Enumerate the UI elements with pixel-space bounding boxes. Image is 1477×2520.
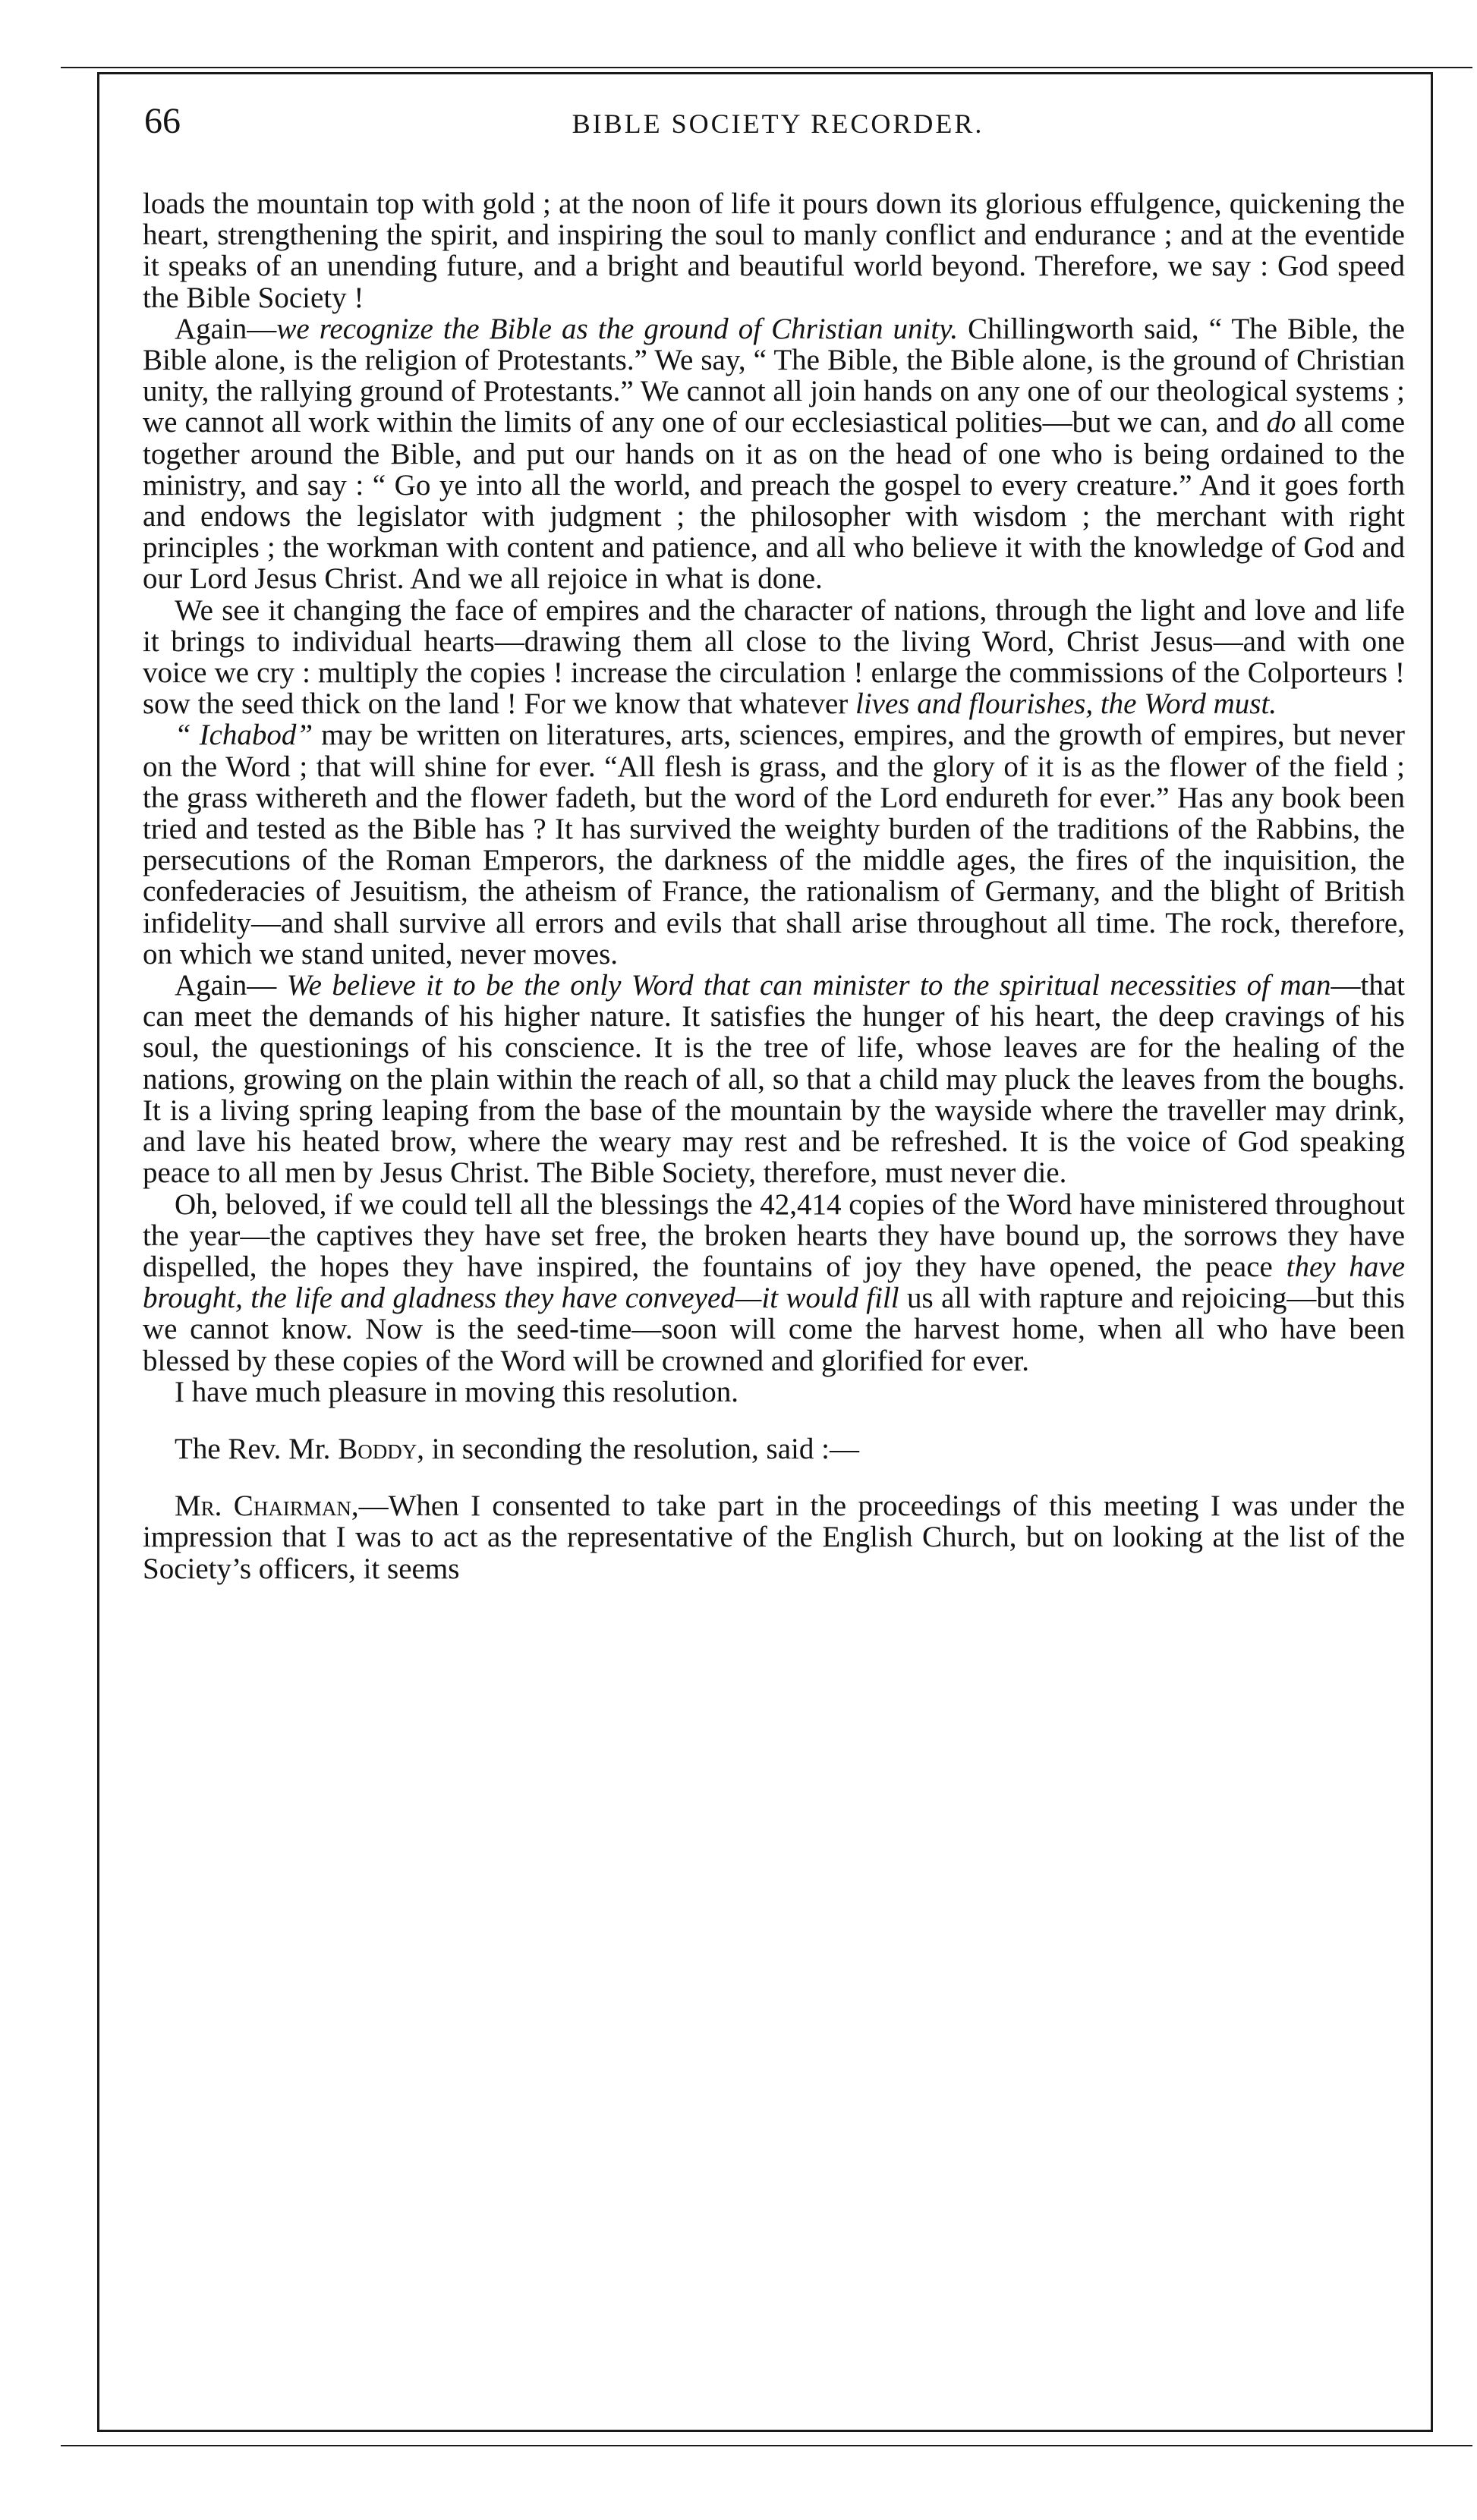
paragraph-4: “ Ichabod” may be written on literatures, arts, sciences, empires, and the growth of empires, but never on the Word ; that will shine for ever. “All flesh is grass, and the glory of it is as the flower of the field ; the grass withereth and the flower fadeth, but the word of the Lord endureth for ever.” Has any book been tried and tested as the Bible has ? It has survived the weighty burden of the traditions of the Rabbins, the persecutions of the Roman Emperors, the darkness of the middle ages, the fires of the inquisition, the confederacies of Jesuitism, the atheism of France, the rationalism of Germany, and the blight of British infidelity—and shall survive all errors and evils that shall arise throughout all time. The rock, therefore, on which we stand united, never moves. <box>143 719 1406 971</box>
running-title: BIBLE SOCIETY RECORDER. <box>572 109 984 139</box>
paragraph-5: Again— We believe it to be the only Word that can minister to the spiritual necessities of man—that can meet the demands of his higher nature. It satisfies the hunger of his heart, the deep cravings of his soul, the questionings of his conscience. It is the tree of life, whose leaves are for the healing of the nations, growing on the plain within the reach of all, so that a child may pluck the leaves from the boughs. It is a living spring leaping from the base of the mountain by the wayside where the traveller may drink, and lave his heated brow, where the weary may rest and be refreshed. It is the voice of God speaking peace to all men by Jesus Christ. The Bible Society, therefore, must never die. <box>143 969 1405 1190</box>
paragraph-1: loads the mountain top with gold ; at the noon of life it pours down its glorious effulgence, quickening the heart, strengthening the spirit, and inspiring the soul to manly conflict and endurance ; and at the eventide it speaks of an unending future, and a bright and beautiful world beyond. Therefore, we say : God speed the Bible Society ! <box>143 187 1405 314</box>
paragraph-2: Again—we recognize the Bible as the ground of Christian unity. Chillingworth said, “ The Bible, the Bible alone, is the religion of Protestants.” We say, “ The Bible, the Bible alone, is the ground of Christian unity, the rallying ground of Protestants.” We cannot all join hands on any one of our theological systems ; we cannot all work within the limits of any one of our ecclesiastical polities—but we can, and do all come together around the Bible, and put our hands on it as on the head of one who is being ordained to the ministry, and say : “ Go ye into all the world, and preach the gospel to every creature.” And it goes forth and endows the legislator with judgment ; the philosopher with wisdom ; the merchant with right principles ; the workman with content and patience, and all who believe it with the knowledge of God and our Lord Jesus Christ. And we all rejoice in what is done. <box>143 312 1406 596</box>
paragraph-3: We see it changing the face of empires and the character of nations, through the light and love and life it brings to individual hearts—drawing them all close to the living Word, Christ Jesus—and with one voice we cry : multiply the copies ! increase the circulation ! enlarge the commissions of the Colporteurs ! sow the seed thick on the land ! For we know that whatever lives and flourishes, the Word must. <box>143 593 1405 721</box>
page-number: 66 <box>144 101 181 141</box>
article-body <box>143 188 1405 1584</box>
paragraph-6: Oh, beloved, if we could tell all the blessings the 42,414 copies of the Word have ministered throughout the year—the captives they have set free, the broken hearts they have bound up, the sorrows they have dispelled, the hopes they have inspired, the fountains of joy they have opened, the peace they have brought, the life and gladness they have conveyed—it would fill us all with rapture and rejoicing—but this we cannot know. Now is the seed-time—soon will come the harvest home, when all who have been blessed by these copies of the Word will be crowned and glorified for ever. <box>143 1188 1406 1377</box>
paragraph-8: The Rev. Mr. Boddy, in seconding the resolution, said :— <box>175 1432 859 1465</box>
bottom-rule <box>61 2445 1472 2446</box>
top-rule <box>61 67 1472 68</box>
page-header <box>144 99 1412 152</box>
paragraph-7: I have much pleasure in moving this resolution. <box>175 1375 739 1408</box>
paragraph-9: Mr. Chairman,—When I consented to take part in the proceedings of this meeting I was under the impression that I was to act as the representative of the English Church, but on looking at the list of the Society’s officers, it seems <box>143 1490 1406 1585</box>
